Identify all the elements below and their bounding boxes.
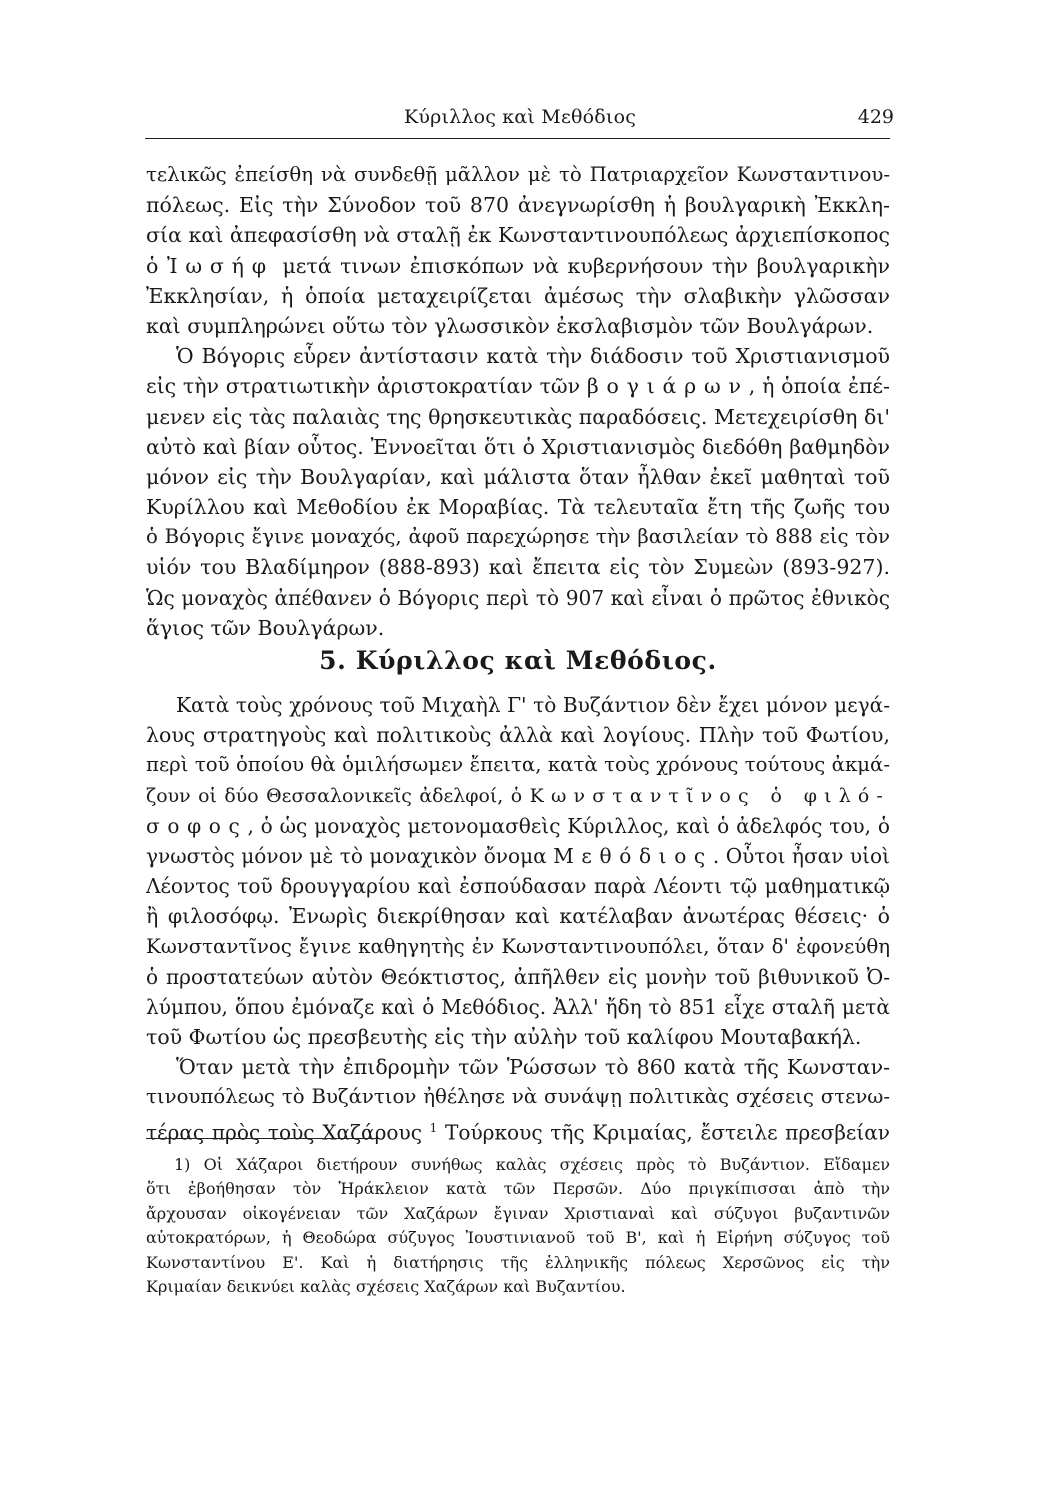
text-line [146, 841, 890, 871]
text-line: πόλεως. Εἰς τὴν Σύνοδον τοῦ 870 ἀνεγνωρίσθη ἡ βουλγαρικὴ Ἐκκλη- [146, 193, 890, 218]
text-line: τελικῶς ἐπείσθη νὰ συνδεθῇ μᾶλλον μὲ τὸ Πατριαρχεῖον Κωνσταντινου- [146, 163, 890, 186]
text-line: μενεν εἰς τὰς παλαιὰς της θρησκευτικὰς παραδόσεις. Μετεχειρίσθη δι' [146, 404, 890, 429]
text-line: σία καὶ ἀπεφασίσθη νὰ σταλῇ ἐκ Κωνσταντινουπόλεως ἀρχιεπίσκοπος [146, 223, 890, 248]
emphasized-name: Κωνσταντῖνος ὁ φιλό- [529, 784, 890, 807]
text-run: τέρας πρὸς τοὺς Χαζάρους [146, 1120, 422, 1145]
header-rule [145, 138, 890, 139]
text-run: ὁ [146, 253, 159, 278]
text-line: τινουπόλεως τὸ Βυζάντιον ἠθέλησε νὰ συνάψῃ πολιτικὰς σχέσεις στενω- [146, 1085, 890, 1109]
text-line: Ὁ Βόγορις εὗρεν ἀντίστασιν κατὰ τὴν διάδοσιν τοῦ Χριστιανισμοῦ [176, 344, 890, 369]
text-line: Κατὰ τοὺς χρόνους τοῦ Μιχαὴλ Γ' τὸ Βυζάντιον δὲν ἔχει μόνον μεγά- [176, 693, 890, 717]
emphasized-name: σοφος [146, 813, 248, 838]
text-line: ὁ προστατεύων αὐτὸν Θεόκτιστος, ἀπῆλθεν εἰς μονὴν τοῦ βιθυνικοῦ Ὀ- [146, 964, 890, 989]
text-run: . Οὗτοι ἦσαν υἱοὶ [712, 843, 891, 868]
footnote-line: Κριμαίαν δεικνύει καλὰς σχέσεις Χαζάρων καὶ Βυζαντίου. [146, 1276, 626, 1296]
footnote-block [146, 1153, 890, 1299]
emphasized-name: Ἰωσήφ [166, 253, 274, 278]
text-run: , ἡ ὁποία ἐπέ- [748, 374, 890, 399]
text-line: ἢ φιλοσόφῳ. Ἐνωρὶς διεκρίθησαν καὶ κατέλαβαν ἀνωτέρας θέσεις· ὁ [146, 904, 890, 929]
footnote-rule [146, 1138, 380, 1139]
text-line [146, 811, 890, 841]
section-heading: 5. Κύριλλος καὶ Μεθόδιος. [319, 646, 717, 675]
emphasized-name: Μεθόδιος [553, 843, 713, 868]
text-line: λους στρατηγοὺς καὶ πολιτικοὺς ἀλλὰ καὶ λογίους. Πλὴν τοῦ Φωτίου, [146, 723, 890, 748]
footnote-line: ὅτι ἐβοήθησαν τὸν Ἡράκλειον κατὰ τῶν Περσῶν. Δύο πριγκίπισσαι ἀπὸ τὴν [146, 1179, 890, 1199]
text-line: Ὅταν μετὰ τὴν ἐπιδρομὴν τῶν Ῥώσσων τὸ 860 κατὰ τῆς Κωνσταν- [176, 1055, 890, 1080]
footnote-line: αὐτοκρατόρων, ἡ Θεοδώρα σύζυγος Ἰουστινιανοῦ τοῦ Β', καὶ ἡ Εἰρήνη σύζυγος τοῦ [146, 1228, 890, 1248]
text-run: εἰς τὴν στρατιωτικὴν ἀριστοκρατίαν τῶν [146, 374, 581, 399]
text-line: ὁ Βόγορις ἔγινε μοναχός, ἀφοῦ παρεχώρησε τὴν βασιλείαν τὸ 888 εἰς τὸν [146, 525, 890, 549]
text-line: Κυρίλλου καὶ Μεθοδίου ἐκ Μοραβίας. Τὰ τελευταῖα ἔτη τῆς ζωῆς του [146, 495, 890, 520]
footnote-line: ἄρχουσαν οἰκογένειαν τῶν Χαζάρων ἔγιναν Χριστιαναὶ καὶ σύζυγοι βυζαντινῶν [146, 1203, 890, 1223]
text-run: μετά τινων ἐπισκόπων νὰ κυβερνήσουν τὴν βουλγαρικὴν [282, 253, 890, 278]
footnote-line: Κωνσταντίνου Ε'. Καὶ ἡ διατήρησις τῆς ἑλληνικῆς πόλεως Χερσῶνος εἰς τὴν [146, 1252, 890, 1272]
page-number: 429 [857, 106, 894, 128]
text-block-after-heading [146, 690, 890, 1143]
text-run: Τούρκους τῆς Κριμαίας, ἔστειλε πρεσβείαν [437, 1120, 891, 1145]
text-line [146, 781, 890, 811]
text-line: αὐτὸ καὶ βίαν οὗτος. Ἐννοεῖται ὅτι ὁ Χριστιανισμὸς διεδόθη βαθμηδὸν [146, 434, 890, 459]
text-line: υἱόν του Βλαδίμηρον (888-893) καὶ ἔπειτα εἰς τὸν Συμεὼν (893-927). [146, 555, 890, 580]
footnote-marker: 1 [429, 1120, 438, 1135]
text-run: ζουν οἱ δύο Θεσσαλονικεῖς ἀδελφοί, ὁ [146, 784, 523, 807]
text-block-before-heading [146, 160, 890, 643]
text-line: Λέοντος τοῦ δρουγγαρίου καὶ ἐσπούδασαν παρὰ Λέοντι τῷ μαθηματικῷ [146, 874, 890, 899]
emphasized-term: βογιάρων [586, 374, 749, 399]
running-title: Κύριλλος καὶ Μεθόδιος [403, 106, 637, 128]
text-run: γνωστὸς μόνον μὲ τὸ μοναχικὸν ὄνομα [146, 843, 547, 868]
text-line [146, 251, 890, 281]
text-line: καὶ συμπληρώνει οὕτω τὸν γλωσσικὸν ἐκσλαβισμὸν τῶν Βουλγάρων. [146, 313, 874, 338]
text-line: μόνον εἰς τὴν Βουλγαρίαν, καὶ μάλιστα ὅταν ἦλθαν ἐκεῖ μαθηταὶ τοῦ [146, 464, 890, 489]
text-line: τοῦ Φωτίου ὡς πρεσβευτὴς εἰς τὴν αὐλὴν τοῦ καλίφου Μουταβακήλ. [146, 1025, 862, 1050]
text-line: Ὡς μοναχὸς ἀπέθανεν ὁ Βόγορις περὶ τὸ 907 καὶ εἶναι ὁ πρῶτος ἐθνικὸς [146, 585, 890, 610]
text-line: ἅγιος τῶν Βουλγάρων. [146, 615, 385, 640]
text-line: περὶ τοῦ ὁποίου θὰ ὁμιλήσωμεν ἔπειτα, κατὰ τοὺς χρόνους τούτους ἀκμά- [146, 753, 890, 777]
text-run: , ὁ ὡς μοναχὸς μετονομασθεὶς Κύριλλος, καὶ ὁ ἀδελφός του, ὁ [247, 813, 890, 838]
text-line: Ἐκκλησίαν, ἡ ὁποία μεταχειρίζεται ἀμέσως τὴν σλαβικὴν γλῶσσαν [146, 283, 890, 308]
text-line [146, 371, 890, 401]
text-line: λύμπου, ὅπου ἐμόναζε καὶ ὁ Μεθόδιος. Ἀλλ' ἤδη τὸ 851 εἶχε σταλῆ μετὰ [146, 994, 890, 1019]
text-line: Κωνσταντῖνος ἔγινε καθηγητὴς ἐν Κωνσταντινουπόλει, ὅταν δ' ἐφονεύθη [146, 934, 890, 958]
footnote-line: 1) Οἱ Χάζαροι διετήρουν συνήθως καλὰς σχέσεις πρὸς τὸ Βυζάντιον. Εἴδαμεν [174, 1155, 890, 1174]
